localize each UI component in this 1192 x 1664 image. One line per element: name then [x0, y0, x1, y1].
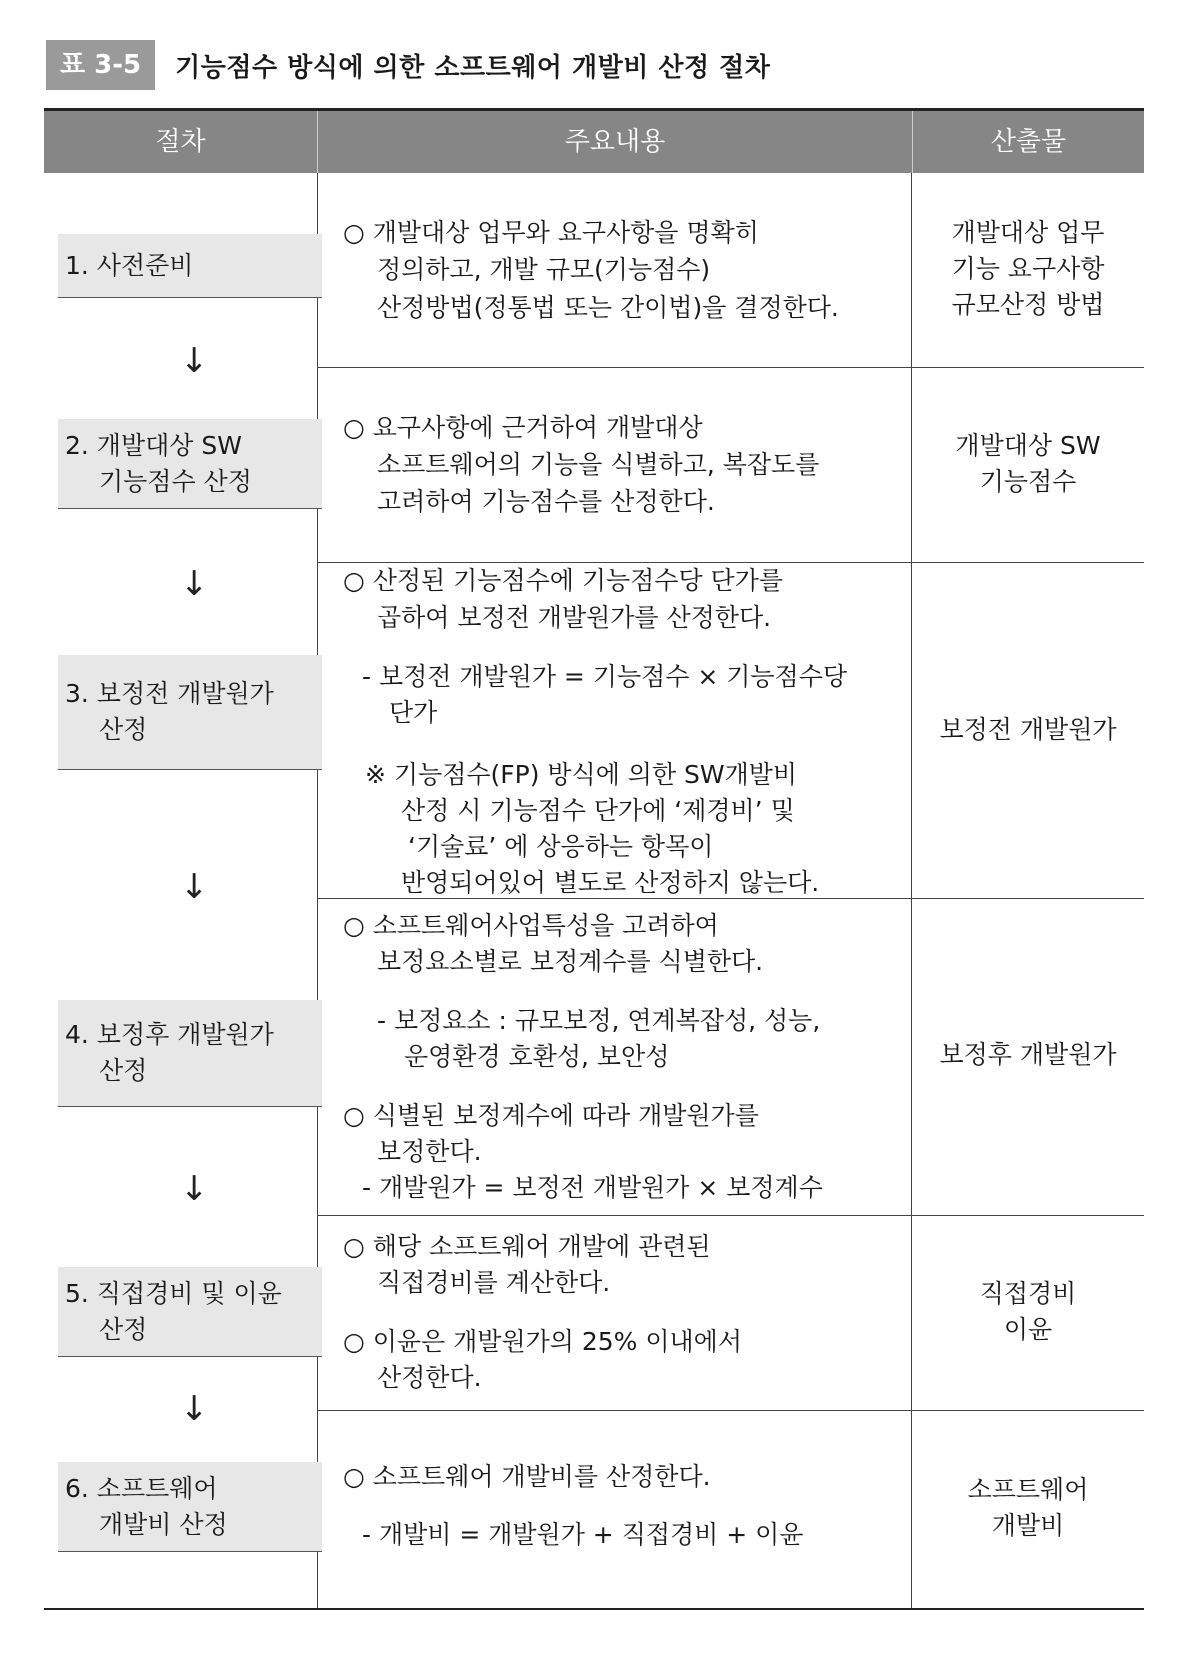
content-line: ○ 소프트웨어 개발비를 산정한다.	[343, 1462, 711, 1491]
content-line: ○ 이윤은 개발원가의 25% 이내에서	[343, 1327, 742, 1356]
output-line: 개발대상 업무	[951, 218, 1105, 247]
content-line: 소프트웨어의 기능을 식별하고, 복잡도를	[377, 450, 820, 479]
output-line: 개발비	[991, 1511, 1065, 1540]
step-box-1	[58, 234, 322, 298]
step-label: 개발비 산정	[99, 1509, 228, 1539]
output-line: 직접경비	[979, 1279, 1077, 1308]
step-label: 4. 보정후 개발원가	[65, 1020, 274, 1049]
content-sub-line: - 개발원가 = 보정전 개발원가 × 보정계수	[362, 1173, 823, 1202]
flow-arrow-down-icon: ↓	[180, 1169, 209, 1209]
row-divider	[317, 367, 1144, 368]
output-cell-3	[912, 712, 1144, 748]
output-cell-5	[912, 1276, 1144, 1348]
step-box-5	[58, 1267, 322, 1357]
step-box-2	[58, 419, 322, 509]
content-line: 산정방법(정통법 또는 간이법)을 결정한다.	[377, 293, 839, 322]
step-label: 산정	[99, 715, 148, 744]
content-sub-line: - 개발비 = 개발원가 + 직접경비 + 이윤	[362, 1520, 804, 1549]
content-note-line: ‘기술료’ 에 상응하는 항목이	[408, 832, 714, 861]
step-label: 산정	[99, 1056, 148, 1085]
content-note-line: 산정 시 기능점수 단가에 ‘제경비’ 및	[401, 796, 795, 825]
flow-arrow-down-icon: ↓	[180, 867, 209, 907]
table-bottom-rule	[44, 1608, 1144, 1610]
content-note-line: 반영되어있어 별도로 산정하지 않는다.	[401, 868, 820, 897]
output-cell-4	[912, 1037, 1144, 1073]
content-line: ○ 소프트웨어사업특성을 고려하여	[343, 911, 719, 940]
column-divider	[317, 173, 318, 1608]
content-sub-line: 단가	[389, 698, 438, 727]
step-box-3	[58, 655, 322, 770]
column-header-step: 절차	[155, 127, 206, 157]
output-line: 이윤	[1003, 1315, 1053, 1344]
output-line: 개발대상 SW	[955, 431, 1101, 460]
output-line: 규모산정 방법	[951, 290, 1105, 319]
table-caption	[46, 40, 770, 90]
step-box-6	[58, 1462, 322, 1552]
content-sub-line: 운영환경 호환성, 보안성	[404, 1042, 670, 1071]
table-title: 기능점수 방식에 의한 소프트웨어 개발비 산정 절차	[175, 52, 771, 83]
row-divider	[317, 1215, 1144, 1216]
column-divider	[911, 173, 912, 1608]
content-line: 정의하고, 개발 규모(기능점수)	[377, 255, 711, 284]
table-header	[44, 111, 1144, 173]
content-line: ○ 요구사항에 근거하여 개발대상	[343, 413, 703, 442]
step-label: 기능점수 산정	[99, 466, 252, 496]
content-line: 산정한다.	[377, 1363, 482, 1392]
flow-arrow-down-icon: ↓	[180, 564, 209, 604]
output-cell-2	[912, 428, 1144, 500]
content-sub-line: - 보정전 개발원가 = 기능점수 × 기능점수당	[362, 662, 847, 691]
flow-arrow-down-icon: ↓	[180, 341, 209, 381]
output-line: 기능 요구사항	[951, 254, 1105, 283]
content-line: 고려하여 기능점수를 산정한다.	[377, 487, 715, 516]
output-line: 보정전 개발원가	[939, 715, 1117, 744]
column-header-output: 산출물	[990, 127, 1067, 157]
table-number-badge: 표 3-5	[46, 40, 155, 90]
output-line: 소프트웨어	[967, 1475, 1089, 1504]
step-label: 3. 보정전 개발원가	[65, 679, 274, 708]
content-line: ○ 산정된 기능점수에 기능점수당 단가를	[343, 566, 784, 595]
output-cell-6	[912, 1472, 1144, 1544]
content-line: ○ 해당 소프트웨어 개발에 관련된	[343, 1232, 711, 1261]
content-line: 보정요소별로 보정계수를 식별한다.	[377, 947, 764, 976]
step-label: 산정	[99, 1314, 148, 1344]
output-cell-1	[912, 215, 1144, 323]
content-line: ○ 개발대상 업무와 요구사항을 명확히	[343, 218, 759, 247]
step-label: 1. 사전준비	[65, 250, 194, 280]
content-line: 보정한다.	[377, 1137, 482, 1166]
content-sub-line: - 보정요소 : 규모보정, 연계복잡성, 성능,	[377, 1006, 821, 1035]
step-box-4	[58, 1000, 322, 1107]
row-divider	[317, 1410, 1144, 1411]
content-line: 곱하여 보정전 개발원가를 산정한다.	[377, 603, 772, 632]
step-label: 5. 직접경비 및 이윤	[65, 1278, 282, 1308]
step-label: 6. 소프트웨어	[65, 1473, 218, 1503]
flow-arrow-down-icon: ↓	[180, 1389, 209, 1429]
content-line: ○ 식별된 보정계수에 따라 개발원가를	[343, 1101, 759, 1130]
column-header-content: 주요내용	[564, 127, 666, 157]
step-label: 2. 개발대상 SW	[65, 430, 242, 460]
output-line: 기능점수	[979, 467, 1077, 496]
content-line: 직접경비를 계산한다.	[377, 1268, 611, 1297]
content-note-line: ※ 기능점수(FP) 방식에 의한 SW개발비	[365, 760, 798, 789]
output-line: 보정후 개발원가	[939, 1040, 1117, 1069]
